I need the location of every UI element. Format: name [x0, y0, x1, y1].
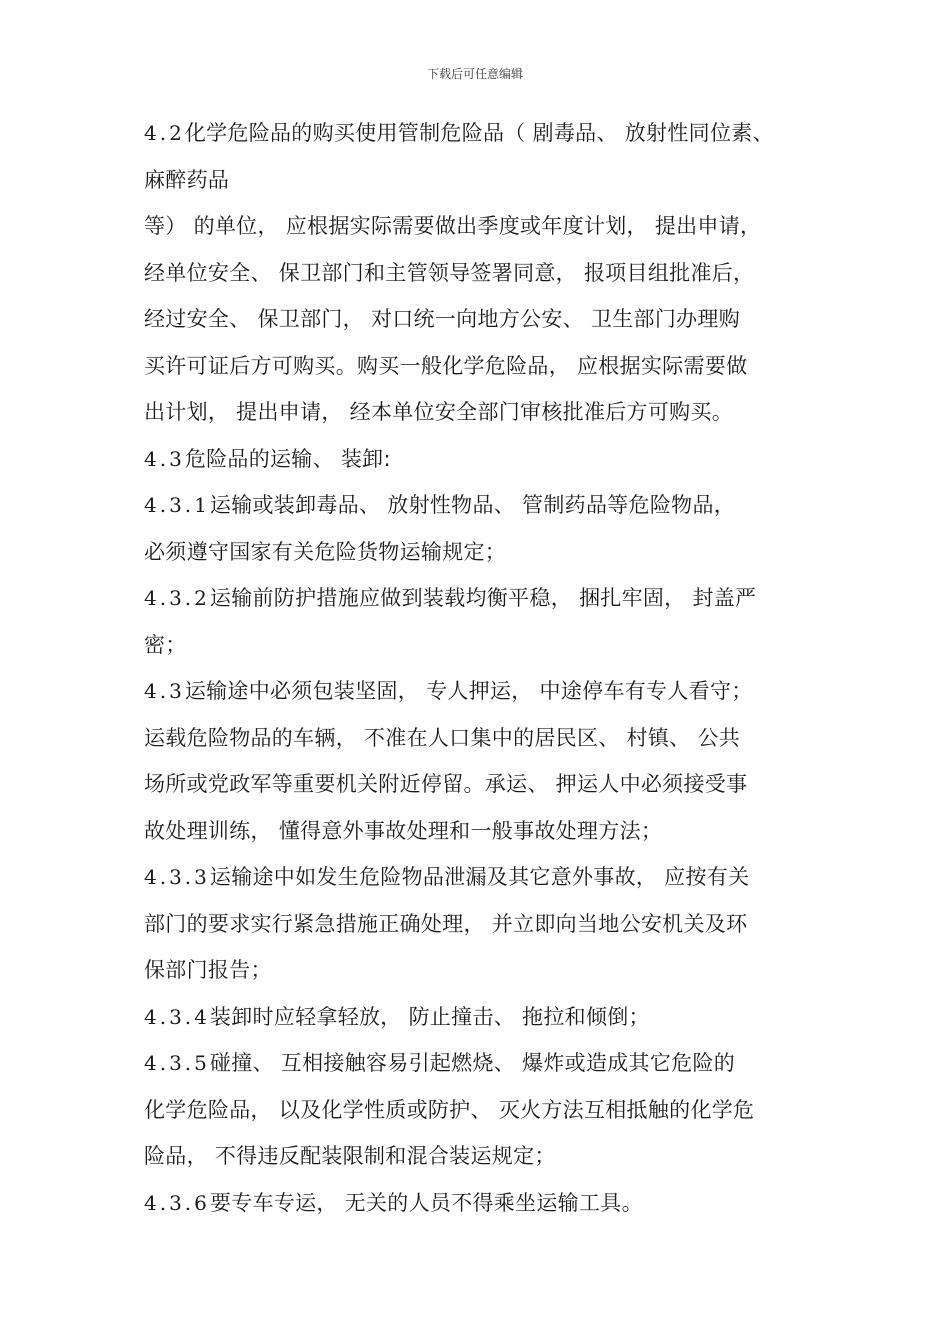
section-number: 4.3.6	[144, 1190, 210, 1215]
section-number: 4.3.1	[144, 493, 210, 517]
line-text: 危险品的运输、 装卸:	[184, 446, 391, 471]
line-text: 部门的要求实行紧急措施正确处理， 并立即向当地公安机关及环	[144, 911, 748, 936]
text-line	[144, 622, 824, 669]
section-number: 4.2	[144, 121, 185, 145]
section-number: 4.3.5	[144, 1051, 210, 1075]
line-text: 故处理训练， 懂得意外事故处理和一般事故处理方法；	[144, 818, 663, 843]
line-text: 麻醉药品	[144, 167, 230, 192]
line-text: 出计划， 提出申请， 经本单位安全部门审核批准后方可购买。	[144, 400, 734, 424]
line-text: 碰撞、 互相接触容易引起燃烧、 爆炸或造成其它危险的	[209, 1051, 736, 1075]
line-text: 场所或党政军等重要机关附近停留。承运、 押运人中必须接受事	[144, 772, 748, 796]
line-text: 运输途中如发生危险物品泄漏及其它意外事故， 应按有关	[209, 865, 750, 889]
line-text: 经过安全、 保卫部门， 对口统一向地方公安、 卫生部门办理购	[144, 307, 741, 331]
text-line	[144, 947, 824, 994]
line-text: 化学危险品的购买使用管制危险品（ 剧毒品、 放射性同位素、	[184, 121, 774, 145]
text-line	[144, 1040, 824, 1087]
text-line	[144, 110, 824, 157]
text-line	[144, 668, 824, 715]
text-line	[144, 994, 824, 1041]
text-line	[144, 854, 824, 901]
line-text: 保部门报告；	[144, 958, 272, 982]
document-body	[144, 110, 824, 1226]
line-text: 化学危险品， 以及化学性质或防护、 灭火方法互相抵触的化学危	[144, 1097, 755, 1122]
page-header: 下载后可任意编辑	[426, 67, 523, 81]
text-line	[144, 715, 824, 762]
line-text: 买许可证后方可购买。购买一般化学危险品， 应根据实际需要做	[144, 353, 748, 378]
line-text: 必须遵守国家有关危险货物运输规定；	[144, 539, 507, 564]
line-text: 运输前防护措施应做到装载均衡平稳， 捆扎牢固， 封盖严	[209, 586, 757, 610]
text-line	[144, 482, 824, 529]
text-line	[144, 343, 824, 390]
section-number: 4.3.4	[144, 1004, 210, 1029]
text-line	[144, 1180, 824, 1227]
line-text: 经单位安全、 保卫部门和主管领导签署同意， 报项目组批准后，	[144, 260, 755, 285]
section-number: 4.3	[144, 446, 185, 471]
text-line	[144, 157, 824, 204]
text-line	[144, 436, 824, 483]
line-text: 运输途中必须包装坚固， 专人押运， 中途停车有专人看守；	[184, 679, 753, 703]
line-text: 装卸时应轻拿轻放， 防止撞击、 拖拉和倾倒；	[209, 1004, 650, 1029]
text-line	[144, 1087, 824, 1134]
text-line	[144, 296, 824, 343]
line-text: 运输或装卸毒品、 放射性物品、 管制药品等危险物品，	[209, 493, 736, 517]
text-line	[144, 808, 824, 855]
line-text: 密；	[144, 632, 187, 657]
line-text: 等） 的单位， 应根据实际需要做出季度或年度计划， 提出申请，	[144, 214, 762, 238]
line-text: 要专车专运， 无关的人员不得乘坐运输工具。	[209, 1190, 643, 1215]
text-line	[144, 575, 824, 622]
line-text: 险品， 不得违反配装限制和混合装运规定；	[144, 1144, 556, 1168]
section-number: 4.3.3	[144, 865, 210, 889]
line-text: 运载危险物品的车辆， 不准在人口集中的居民区、 村镇、 公共	[144, 725, 741, 750]
text-line	[144, 761, 824, 808]
text-line	[144, 1133, 824, 1180]
text-line	[144, 203, 824, 250]
section-number: 4.3	[144, 679, 185, 703]
text-line	[144, 529, 824, 576]
text-line	[144, 901, 824, 948]
text-line	[144, 389, 824, 436]
section-number: 4.3.2	[144, 586, 210, 610]
text-line	[144, 250, 824, 297]
